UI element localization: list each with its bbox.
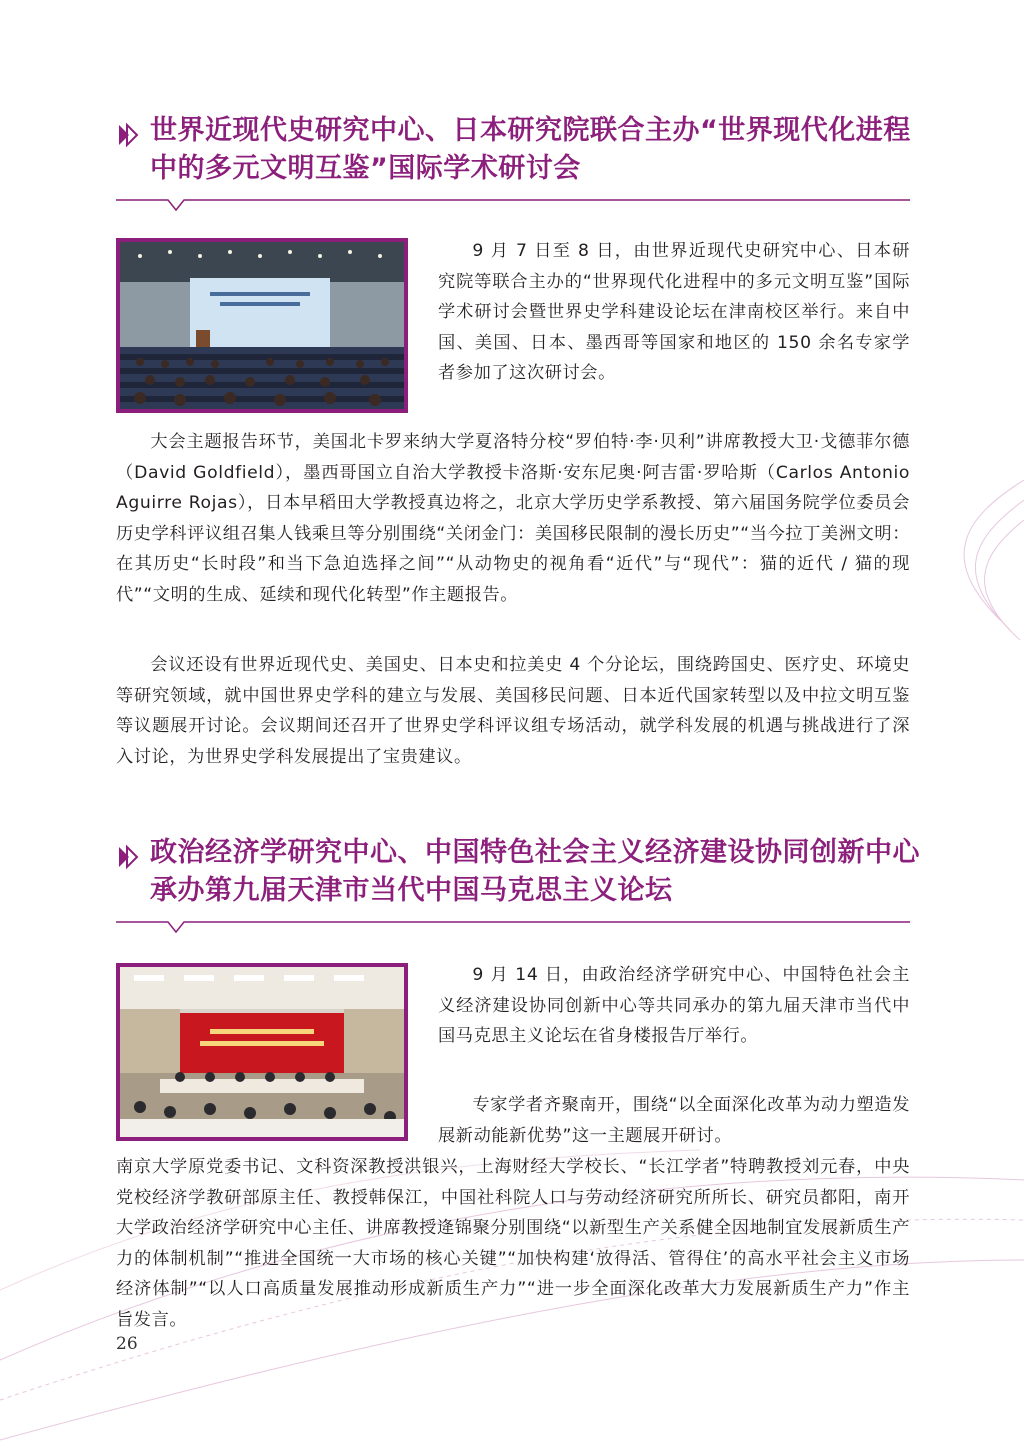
section1-photo bbox=[116, 238, 408, 413]
page-number: 26 bbox=[116, 1334, 138, 1354]
forum-hall-image bbox=[120, 967, 404, 1137]
section2-heading: 政治经济学研究中心、中国特色社会主义经济建设协同创新中心承办第九届天津市当代中国马克思主义论坛 bbox=[150, 837, 920, 906]
heading-arrow-icon bbox=[116, 122, 140, 148]
conference-hall-image bbox=[120, 242, 404, 409]
section1-paragraph-3: 会议还设有世界近现代史、美国史、日本史和拉美史 4 个分论坛，围绕跨国史、医疗史、环境史等研究领域，就中国世界史学科的建立与发展、美国移民问题、日本近代国家转型以及中拉文明互鉴等议题展开讨论。会议期间还召开了世界史学科评议组专场活动，就学科发展的机遇与挑战进行了深入讨论，为世界史学科发展提出了宝贵建议。 bbox=[116, 655, 910, 767]
section2-paragraph-1: 9 月 14 日，由政治经济学研究中心、中国特色社会主义经济建设协同创新中心等共同承办的第九届天津市当代中国马克思主义论坛在省身楼报告厅举行。 bbox=[438, 965, 910, 1047]
section2-paragraph-3: 南京大学原党委书记、文科资深教授洪银兴，上海财经大学校长、“长江学者”特聘教授刘元春，中央党校经济学教研部原主任、教授韩保江，中国社科院人口与劳动经济研究所所长、研究员都阳，南开大学政治经济学研究中心主任、讲席教授逄锦聚分别围绕“以新型生产关系健全因地制宜发展新质生产力的体制机制”“推进全国统一大市场的核心关键”“加快构建‘放得活、管得住’的高水平社会主义市场经济体制”“以人口高质量发展推动形成新质生产力”“进一步全面深化改革大力发展新质生产力”作主旨发言。 bbox=[116, 1157, 910, 1330]
section1-paragraph-1: 9 月 7 日至 8 日，由世界近现代史研究中心、日本研究院等联合主办的“世界现代化进程中的多元文明互鉴”国际学术研讨会暨世界史学科建设论坛在津南校区举行。来自中国、美国、日本、墨西哥等国家和地区的 150 余名专家学者参加了这次研讨会。 bbox=[438, 241, 910, 384]
section2-paragraph-2: 专家学者齐聚南开，围绕“以全面深化改革为动力塑造发展新动能新优势”这一主题展开研讨。 bbox=[438, 1095, 910, 1146]
section1-heading: 世界近现代史研究中心、日本研究院联合主办“世界现代化进程中的多元文明互鉴”国际学术研讨会 bbox=[150, 115, 911, 184]
section1-paragraph-2: 大会主题报告环节，美国北卡罗来纳大学夏洛特分校“罗伯特·李·贝利”讲席教授大卫·戈德菲尔德（David Goldfield），墨西哥国立自治大学教授卡洛斯·安东尼奥·阿吉雷·罗哈斯（Carlos Antonio Aguirre Rojas），日本早稻田大学教授真边将之，北京大学历史学系教授、第六届国务院学位委员会历史学科评议组召集人钱乘旦等分别围绕“关闭金门：美国移民限制的漫长历史”“当今拉丁美洲文明：在其历史“长时段”和当下急迫选择之间”“从动物史的视角看“近代”与“现代”：猫的近代 / 猫的现代”“文明的生成、延续和现代化转型”作主题报告。 bbox=[116, 432, 910, 605]
section1-heading-rule bbox=[116, 196, 910, 212]
heading-arrow-icon bbox=[116, 844, 140, 870]
section2-photo bbox=[116, 963, 408, 1141]
section2-heading-rule bbox=[116, 918, 910, 934]
